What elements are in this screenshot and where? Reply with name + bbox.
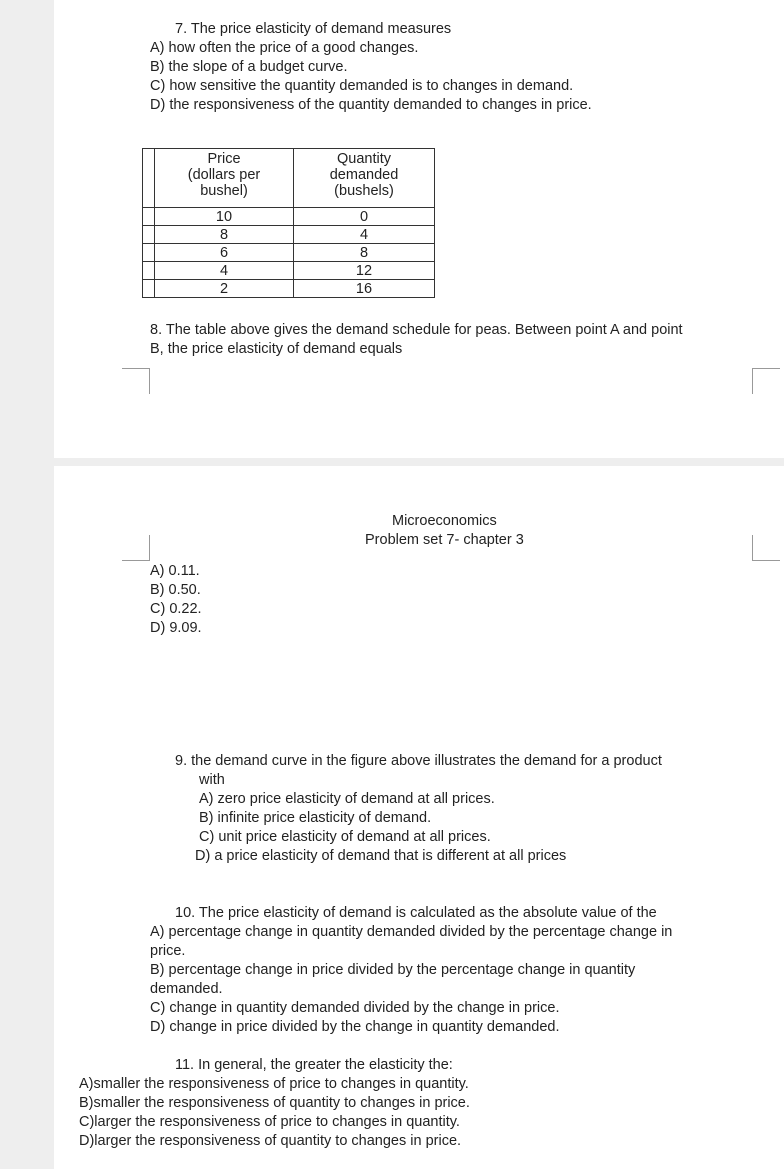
table-row xyxy=(143,280,435,298)
price-cell: 4 xyxy=(155,262,294,280)
q10-stem: 10. The price elasticity of demand is calculated as the absolute value of the xyxy=(175,905,657,921)
q8-option-b: B) 0.50. xyxy=(150,582,201,598)
price-cell: 6 xyxy=(155,244,294,262)
q9-option-b: B) infinite price elasticity of demand. xyxy=(199,810,432,826)
table-gutter-cell xyxy=(143,149,155,208)
q8-option-c: C) 0.22. xyxy=(150,601,202,617)
price-header-line: (dollars per xyxy=(187,167,261,183)
q7-option-d: D) the responsiveness of the quantity demanded to changes in price. xyxy=(150,97,592,113)
q11-option-c: C)larger the responsiveness of price to changes in quantity. xyxy=(79,1114,460,1130)
q10-option-a: A) percentage change in quantity demanded divided by the percentage change in xyxy=(150,924,673,940)
q8-stem-line: 8. The table above gives the demand schedule for peas. Between point A and point xyxy=(150,322,683,338)
q8-option-d: D) 9.09. xyxy=(150,620,202,636)
q11-option-a: A)smaller the responsiveness of price to changes in quantity. xyxy=(79,1076,469,1092)
table-gutter-cell xyxy=(143,244,155,262)
q9-option-c: C) unit price elasticity of demand at all prices. xyxy=(199,829,491,845)
quantity-cell: 0 xyxy=(294,208,435,226)
price-cell: 2 xyxy=(155,280,294,298)
q9-stem-line: 9. the demand curve in the figure above illustrates the demand for a product xyxy=(175,753,662,769)
quantity-header-line: Quantity xyxy=(337,151,391,167)
q8-option-a: A) 0.11. xyxy=(150,563,200,579)
table-header-row xyxy=(143,149,435,208)
table-gutter-cell xyxy=(143,226,155,244)
quantity-cell: 8 xyxy=(294,244,435,262)
crop-mark-bottom-right xyxy=(752,535,780,561)
q7-stem: 7. The price elasticity of demand measures xyxy=(175,21,452,37)
page-break xyxy=(54,458,784,466)
table-row xyxy=(143,244,435,262)
table-gutter-cell xyxy=(143,262,155,280)
q10-option-d: D) change in price divided by the change in quantity demanded. xyxy=(150,1019,560,1035)
crop-mark-top-right xyxy=(752,368,780,394)
price-cell: 8 xyxy=(155,226,294,244)
q7-option-c: C) how sensitive the quantity demanded is to changes in demand. xyxy=(150,78,574,94)
quantity-cell: 12 xyxy=(294,262,435,280)
crop-mark-bottom-left xyxy=(122,535,150,561)
q11-option-d: D)larger the responsiveness of quantity to changes in price. xyxy=(79,1133,462,1149)
q10-option-b-cont: demanded. xyxy=(150,981,223,997)
quantity-cell: 4 xyxy=(294,226,435,244)
price-header-line: bushel) xyxy=(200,183,248,199)
q10-option-b: B) percentage change in price divided by the percentage change in quantity xyxy=(150,962,636,978)
q7-option-a: A) how often the price of a good changes. xyxy=(150,40,419,56)
q9-option-a: A) zero price elasticity of demand at all prices. xyxy=(199,791,495,807)
crop-mark-top-left xyxy=(122,368,150,394)
table-gutter-cell xyxy=(143,208,155,226)
price-header-line: Price xyxy=(207,151,241,167)
table-row xyxy=(143,226,435,244)
left-margin-bar xyxy=(0,0,54,1169)
q7-option-b: B) the slope of a budget curve. xyxy=(150,59,348,75)
q11-stem: 11. In general, the greater the elasticity the: xyxy=(175,1057,453,1073)
quantity-header xyxy=(294,149,435,208)
q10-option-a-cont: price. xyxy=(150,943,186,959)
problem-set-title: Problem set 7- chapter 3 xyxy=(365,532,524,548)
course-title: Microeconomics xyxy=(392,513,497,529)
q8-stem-line: B, the price elasticity of demand equals xyxy=(150,341,403,357)
q10-option-c: C) change in quantity demanded divided by the change in price. xyxy=(150,1000,560,1016)
q11-option-b: B)smaller the responsiveness of quantity to changes in price. xyxy=(79,1095,470,1111)
quantity-header-line: (bushels) xyxy=(334,183,394,199)
table-row xyxy=(143,262,435,280)
quantity-cell: 16 xyxy=(294,280,435,298)
q9-option-d: D) a price elasticity of demand that is different at all prices xyxy=(195,848,567,864)
price-header xyxy=(155,149,294,208)
quantity-header-line: demanded xyxy=(329,167,399,183)
demand-schedule-table xyxy=(142,148,435,298)
table-gutter-cell xyxy=(143,280,155,298)
table-row xyxy=(143,208,435,226)
q9-stem-line: with xyxy=(199,772,225,788)
price-cell: 10 xyxy=(155,208,294,226)
